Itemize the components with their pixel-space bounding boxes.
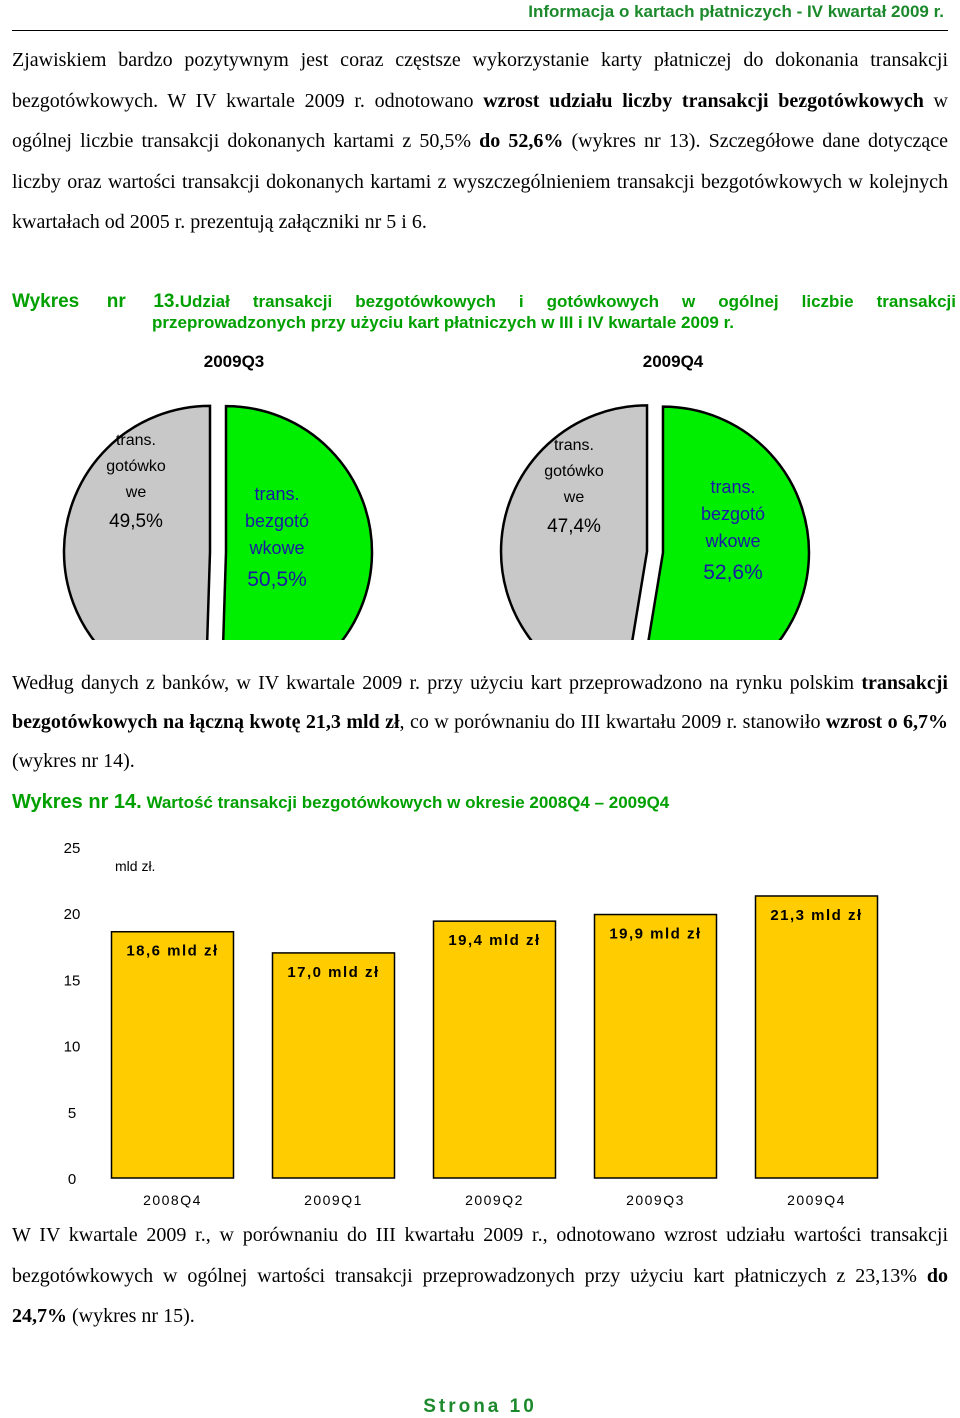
value-text-3: (wykres nr 14). [12,750,135,772]
figure14-title: Wartość transakcji bezgotówkowych w okresie 2008Q4 – 2009Q4 [141,793,670,812]
pie2-cashless-label-line: wkowe [705,531,761,551]
value-bold-1: transakcji bezgotówkowych na łączną kwotę 21,3 mld zł [12,672,948,733]
figure14-caption [12,791,956,814]
pie2-cashless-label-line: trans. [710,477,756,497]
pie1-cashless-label-line: trans. [254,484,300,504]
bar [595,915,717,1178]
x-tick-label: 2008Q4 [143,1192,202,1208]
header-rule [12,30,948,31]
value-bold-2: wzrost o 6,7% [825,711,948,733]
intro-bold-1: wzrost udziału liczby transakcji bezgotówkowych [483,89,924,112]
pie2-cashless-value: 52,6% [703,561,763,584]
intro-bold-2: do 52,6% [479,130,564,152]
bar-data-label: 17,0 mld zł [287,963,380,981]
pie1-cashless-value: 50,5% [247,568,307,591]
pie2-cash-label-line: gotówko [544,463,604,480]
share-paragraph [12,1215,948,1337]
share-text-2: (wykres nr 15). [67,1305,195,1327]
x-tick-label: 2009Q2 [465,1192,524,1208]
x-tick-label: 2009Q3 [626,1192,685,1208]
pie1-cash-label-line: trans. [115,432,157,449]
pie1-cash-value: 49,5% [109,511,163,532]
bar-data-label: 18,6 mld zł [126,942,219,960]
pie2-cash-value: 47,4% [547,516,601,537]
x-tick-label: 2009Q1 [304,1192,363,1208]
share-text-1: W IV kwartale 2009 r., w porównaniu do III kwartału 2009 r., odnotowano wzrost udziału wartości transakcji bezgotówkowych w ogólnej wartości transakcji przeprowadzonych przy użyciu kart płatniczych z 23,13% [12,1224,948,1287]
value-text-2: , co w porównaniu do III kwartału 2009 r. stanowiło [399,711,826,733]
pie2-cash-label-line: we [563,489,585,506]
value-text-1: Według danych z banków, w IV kwartale 2009 r. przy użyciu kart przeprowadzono na rynku polskim [12,672,862,694]
figure13-title-line2: przeprowadzonych przy użyciu kart płatniczych w III i IV kwartale 2009 r. [152,313,734,332]
bar-data-label: 19,9 mld zł [609,925,702,943]
bar [756,896,878,1178]
figure13-caption [12,291,956,333]
pie2-cashless-label-line: bezgotó [700,504,766,524]
share-bold-1: do 24,7% [12,1264,948,1327]
bar [112,932,234,1178]
page-number: Strona 10 [423,1396,537,1417]
bar-chart [0,830,960,1210]
x-tick-label: 2009Q4 [787,1192,846,1208]
pie1-title: 2009Q3 [203,352,265,371]
y-tick-label: 20 [63,906,81,924]
running-header: Informacja o kartach płatniczych - IV kwartał 2009 r. [528,2,944,21]
figure14-label: Wykres nr 14. [12,791,142,813]
value-paragraph [12,664,948,781]
y-tick-label: 15 [63,972,81,990]
bar-data-label: 21,3 mld zł [770,906,863,924]
intro-text-1: Zjawiskiem bardzo pozytywnym jest coraz częstsze wykorzystanie karty płatniczej do dokonania transakcji bezgotówkowych. W IV kwartale 2009 r. odnotowano [12,49,948,112]
figure13-title-line1: Udział transakcji bezgotówkowych i gotówkowych w ogólnej liczbie transakcji [179,292,956,311]
y-tick-label: 25 [63,840,81,857]
bar [434,921,556,1178]
intro-paragraph [12,40,948,243]
pie2-title: 2009Q4 [642,352,704,371]
bar-data-label: 19,4 mld zł [448,932,541,950]
y-tick-label: 0 [67,1171,77,1188]
bar [273,953,395,1178]
figure13-label: Wykres nr 13. [12,291,180,312]
pie-charts [0,340,960,640]
pie2-cash-label-line: trans. [553,437,595,454]
pie1-cashless-label-line: bezgotó [244,511,310,531]
intro-text-3: (wykres nr 13). Szczegółowe dane dotyczące liczby oraz wartości transakcji dokonanych kartami z wyszczególnieniem transakcji bezgotówkowych w kolejnych kwartałach od 2005 r. prezentują załączniki nr 5 i 6. [12,130,948,233]
unit-label: mld zł. [115,858,156,874]
pie1-cashless-label-line: wkowe [249,538,305,558]
intro-text-2: w ogólnej liczbie transakcji dokonanych kartami z 50,5% [12,89,948,152]
y-tick-label: 10 [63,1038,81,1056]
pie1-cash-label-line: we [125,484,147,501]
pie1-cash-label-line: gotówko [106,458,166,475]
y-tick-label: 5 [67,1104,77,1122]
